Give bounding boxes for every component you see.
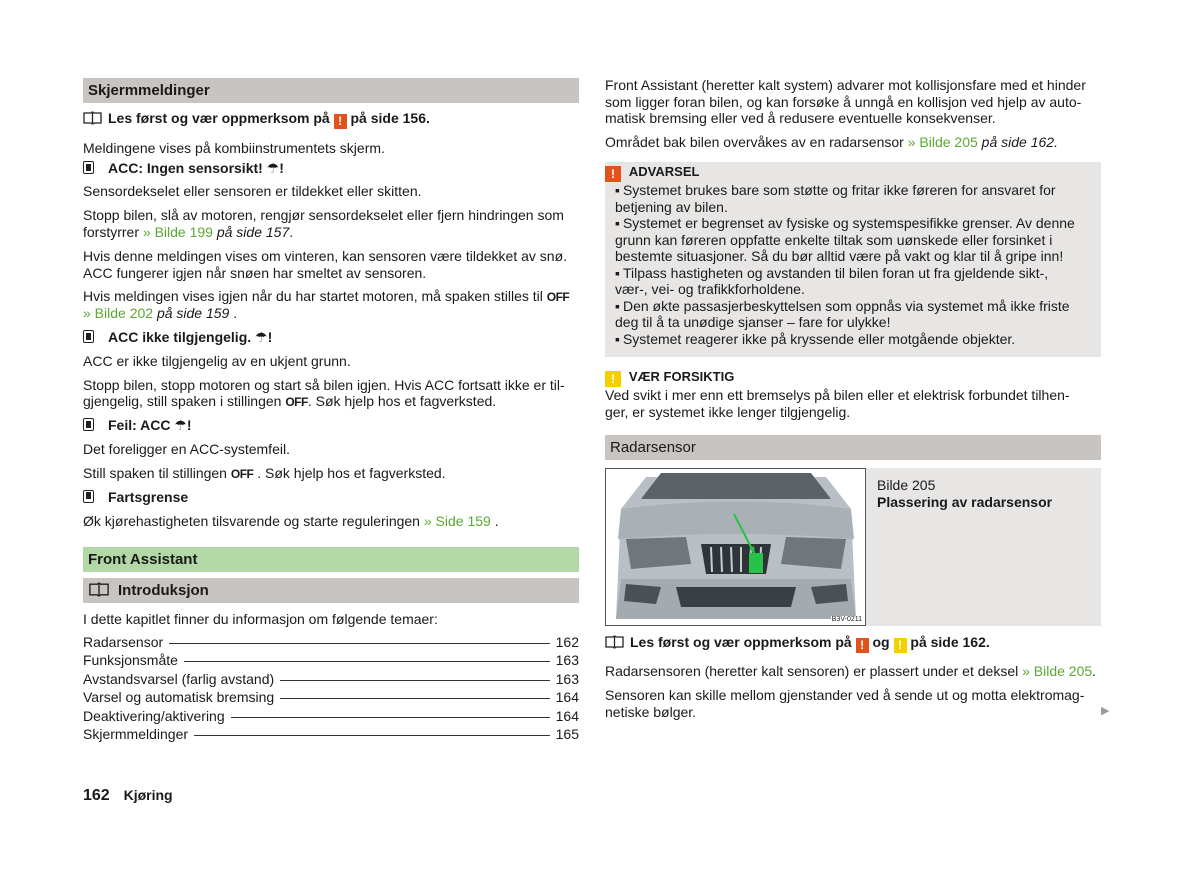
figure-caption: Plassering av radarsensor: [877, 494, 1053, 510]
paragraph: Øk kjørehastigheten tilsvarende og starte reguleringen » Side 159 .: [83, 513, 499, 529]
figure-link[interactable]: » Bilde 202: [83, 304, 154, 321]
figure-code: B3V-0211: [831, 616, 862, 623]
paragraph: gjengelig, still spaken i stillingen OFF. Søk hjelp hos et fagverksted.: [83, 393, 497, 409]
page-number: 162: [83, 787, 110, 804]
book-icon: [88, 582, 110, 597]
toc-row[interactable]: Radarsensor 162: [83, 634, 579, 650]
display-message-icon: [83, 418, 94, 431]
message-acc-error: Feil: ACC ☂!: [83, 417, 192, 434]
book-icon: [83, 111, 102, 125]
warning-box: [605, 162, 1101, 357]
read-first-line: Les først og vær oppmerksom på ! på side 156.: [83, 110, 583, 129]
figure-link[interactable]: » Bilde 199: [142, 223, 213, 240]
list-item: ▪ Systemet er begrenset av fysiske og systemspesifikke grenser. Av denne: [615, 215, 1101, 232]
list-item: ▪ Den økte passasjerbeskyttelsen som oppnås via systemet må ikke friste: [615, 298, 1101, 315]
warning-header: ! ADVARSEL: [605, 163, 699, 182]
figure-panel: [605, 468, 1101, 626]
paragraph: Ved svikt i mer enn ett bremselys på bilen eller et elektrisk forbundet tilhen-: [605, 387, 1070, 403]
paragraph: ACC fungerer igjen når snøen har smeltet av sensoren.: [83, 264, 427, 281]
toc-row[interactable]: Skjermmeldinger 165: [83, 725, 579, 742]
paragraph: Stopp bilen, slå av motoren, rengjør sensordekselet eller fjern hindringen som: [83, 207, 564, 223]
toc-row[interactable]: Avstandsvarsel (farlig avstand) 163: [83, 670, 579, 687]
paragraph: Sensordekselet eller sensoren er tildekket eller skitten.: [83, 183, 422, 199]
book-icon: [605, 635, 624, 649]
warning-icon: !: [856, 638, 869, 653]
list-item-continuation: betjening av bilen.: [615, 198, 728, 215]
continue-arrow-icon: ▶: [1101, 705, 1110, 717]
sensor-view-icon: ☂!: [174, 417, 192, 433]
paragraph: Området bak bilen overvåkes av en radarsensor » Bilde 205 på side 162.: [605, 134, 1058, 150]
intro-paragraph: Meldingene vises på kombiinstrumentets skjerm.: [83, 140, 385, 156]
page-link[interactable]: » Side 159: [423, 513, 491, 529]
paragraph: Radarsensoren (heretter kalt sensoren) er plassert under et deksel » Bilde 205.: [605, 663, 1097, 679]
list-item-continuation: vær-, vei- og trafikkforholdene.: [615, 281, 805, 297]
paragraph: Hvis denne meldingen vises om vinteren, kan sensoren være tildekket av snø.: [83, 248, 568, 264]
message-speed-limit: Fartsgrense: [83, 489, 188, 506]
section-header-skjermmeldinger: Skjermmeldinger: [83, 78, 579, 103]
page-footer: [83, 787, 173, 805]
figure-link[interactable]: » Bilde 205: [907, 134, 978, 150]
paragraph: Stopp bilen, stopp motoren og start så bilen igjen. Hvis ACC fortsatt ikke er til-: [83, 376, 565, 393]
paragraph: » Bilde 202 på side 159 .: [83, 304, 238, 321]
paragraph: netiske bølger.: [605, 703, 697, 720]
paragraph: Sensoren kan skille mellom gjenstander ved å sende ut og motta elektromag-: [605, 687, 1085, 703]
warning-icon: !: [334, 114, 347, 129]
caution-header: ! VÆR FORSIKTIG: [605, 368, 734, 387]
paragraph: ACC er ikke tilgjengelig av en ukjent grunn.: [83, 353, 351, 369]
warning-list: [615, 182, 1101, 347]
car-front-illustration: [606, 469, 865, 625]
paragraph: som ligger foran bilen, og kan forsøke å unngå en kollisjon ved hjelp av auto-: [605, 93, 1082, 110]
paragraph: ger, er systemet ikke lenger tilgjengelig.: [605, 403, 851, 420]
intro-paragraph: I dette kapitlet finner du informasjon om følgende temaer:: [83, 611, 438, 627]
caution-icon: !: [605, 371, 621, 387]
message-acc-unavailable: ACC ikke tilgjengelig. ☂!: [83, 329, 272, 346]
sensor-view-icon: ☂!: [255, 329, 273, 345]
off-position-symbol: OFF: [285, 395, 308, 409]
display-message-icon: [83, 490, 94, 503]
paragraph: Det foreligger en ACC-systemfeil.: [83, 441, 290, 457]
section-header-radarsensor: Radarsensor: [605, 435, 1101, 460]
paragraph: Hvis meldingen vises igjen når du har startet motoren, må spaken stilles til OFF: [83, 288, 570, 304]
table-of-contents: [83, 634, 579, 744]
list-item: ▪ Systemet brukes bare som støtte og fritar ikke føreren for ansvaret for: [615, 182, 1101, 199]
paragraph: Still spaken til stillingen OFF . Søk hjelp hos et fagverksted.: [83, 465, 446, 481]
list-item: ▪ Tilpass hastigheten og avstanden til bilen foran ut fra gjeldende sikt-,: [615, 265, 1101, 282]
list-item-continuation: grunn kan føreren oppfatte enkelte tiltak som uønskede eller forsinket i: [615, 231, 1053, 248]
read-first-line: Les først og vær oppmerksom på ! og ! på side 162.: [605, 634, 990, 653]
display-message-icon: [83, 330, 94, 343]
paragraph: Front Assistant (heretter kalt system) advarer mot kollisjonsfare med et hinder: [605, 77, 1086, 93]
list-item: ▪ Systemet reagerer ikke på kryssende eller motgående objekter.: [615, 331, 1101, 348]
list-item-continuation: deg til å ta unødige sjanser – fare for ulykke!: [615, 314, 891, 330]
message-acc-no-view: ACC: Ingen sensorsikt! ☂!: [83, 160, 284, 177]
toc-row[interactable]: Deaktivering/aktivering 164: [83, 707, 579, 724]
car-image: [605, 468, 866, 626]
chapter-title: Kjøring: [123, 787, 173, 803]
figure-link[interactable]: » Bilde 205: [1022, 663, 1093, 679]
sensor-view-icon: ☂!: [266, 160, 284, 176]
display-message-icon: [83, 161, 94, 174]
warning-icon: !: [605, 166, 621, 182]
caution-icon: !: [894, 638, 907, 653]
paragraph: matisk bremsing eller ved å redusere eventuelle konsekvenser.: [605, 110, 996, 126]
figure-number: Bilde 205: [877, 477, 936, 493]
off-position-symbol: OFF: [546, 290, 570, 304]
section-header-introduksjon: Introduksjon: [83, 578, 579, 603]
paragraph: forstyrrer » Bilde 199 på side 157.: [83, 223, 294, 240]
toc-row[interactable]: Varsel og automatisk bremsing 164: [83, 689, 579, 706]
off-position-symbol: OFF: [230, 467, 254, 481]
list-item-continuation: bestemte situasjoner. Så du bør alltid være på vakt og klar til å gripe inn!: [615, 248, 1064, 264]
toc-row[interactable]: Funksjonsmåte 163: [83, 652, 579, 669]
section-header-front-assistant: Front Assistant: [83, 547, 579, 572]
